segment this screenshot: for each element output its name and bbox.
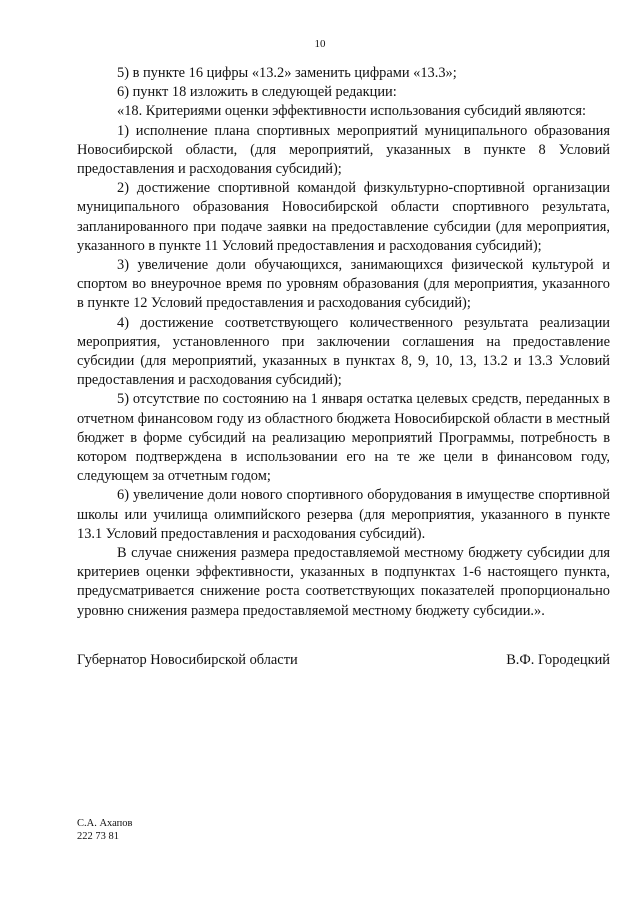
paragraph-amendment-6: 6) пункт 18 изложить в следующей редакции: xyxy=(117,84,397,101)
document-body xyxy=(77,64,610,621)
paragraph-criterion-2: 2) достижение спортивной командой физкультурно-спортивной организации муниципального образования Новосибирской области спортивного результата, запланированного при подаче заявки на предоставление субсидии (для мероприятия, указанного в пункте 11 Условий предоставления и расходования субсидий); xyxy=(77,180,610,254)
executor-phone: 222 73 81 xyxy=(77,831,119,842)
signatory-name: В.Ф. Городецкий xyxy=(506,652,610,668)
paragraph-criteria-heading: «18. Критериями оценки эффективности использования субсидий являются: xyxy=(117,103,586,120)
paragraph-criterion-1: 1) исполнение плана спортивных мероприятий муниципального образования Новосибирской области, (для мероприятий, указанных в пункте 8 Условий предоставления и расходования субсидий); xyxy=(77,122,610,178)
paragraph-criterion-5: 5) отсутствие по состоянию на 1 января остатка целевых средств, переданных в отчетном финансовом году из областного бюджета Новосибирской области в местный бюджет в форме субсидий на реализацию мероприятий Программы, потребность в котором подтверждена в использовании его на те же цели в финансовом году, следующем за отчетным годом; xyxy=(77,391,610,485)
signatory-title: Губернатор Новосибирской области xyxy=(77,652,298,668)
paragraph-criterion-6: 6) увеличение доли нового спортивного оборудования в имуществе спортивной школы или училища олимпийского резерва (для мероприятия, указанного в пункте 13.1 Условий предоставления и расходования субсидий). xyxy=(77,487,610,542)
paragraph-reduction-clause: В случае снижения размера предоставляемой местному бюджету субсидии для критериев оценки эффективности, указанных в подпунктах 1-6 настоящего пункта, предусматривается снижение роста соответствующих показателей пропорционально уровню снижения размера предоставляемой местному бюджету субсидии.». xyxy=(77,545,610,619)
executor-name: С.А. Ахапов xyxy=(77,818,133,829)
paragraph-amendment-5: 5) в пункте 16 цифры «13.2» заменить цифрами «13.3»; xyxy=(117,65,457,81)
paragraph-criterion-4: 4) достижение соответствующего количественного результата реализации мероприятия, установленного при заключении соглашения на предоставление субсидии (для мероприятий, указанных в пунктах 8, 9, 10, 13, 13.2 и 13.3 Условий предоставления и расходования субсидий); xyxy=(77,314,610,389)
paragraph-criterion-3: 3) увеличение доли обучающихся, занимающихся физической культурой и спортом во внеурочное время по уровням образования (для мероприятия, указанного в пункте 12 Условий предоставления и расходования субсидий); xyxy=(77,257,610,312)
executor-block xyxy=(77,817,133,843)
page-number: 10 xyxy=(314,38,326,50)
